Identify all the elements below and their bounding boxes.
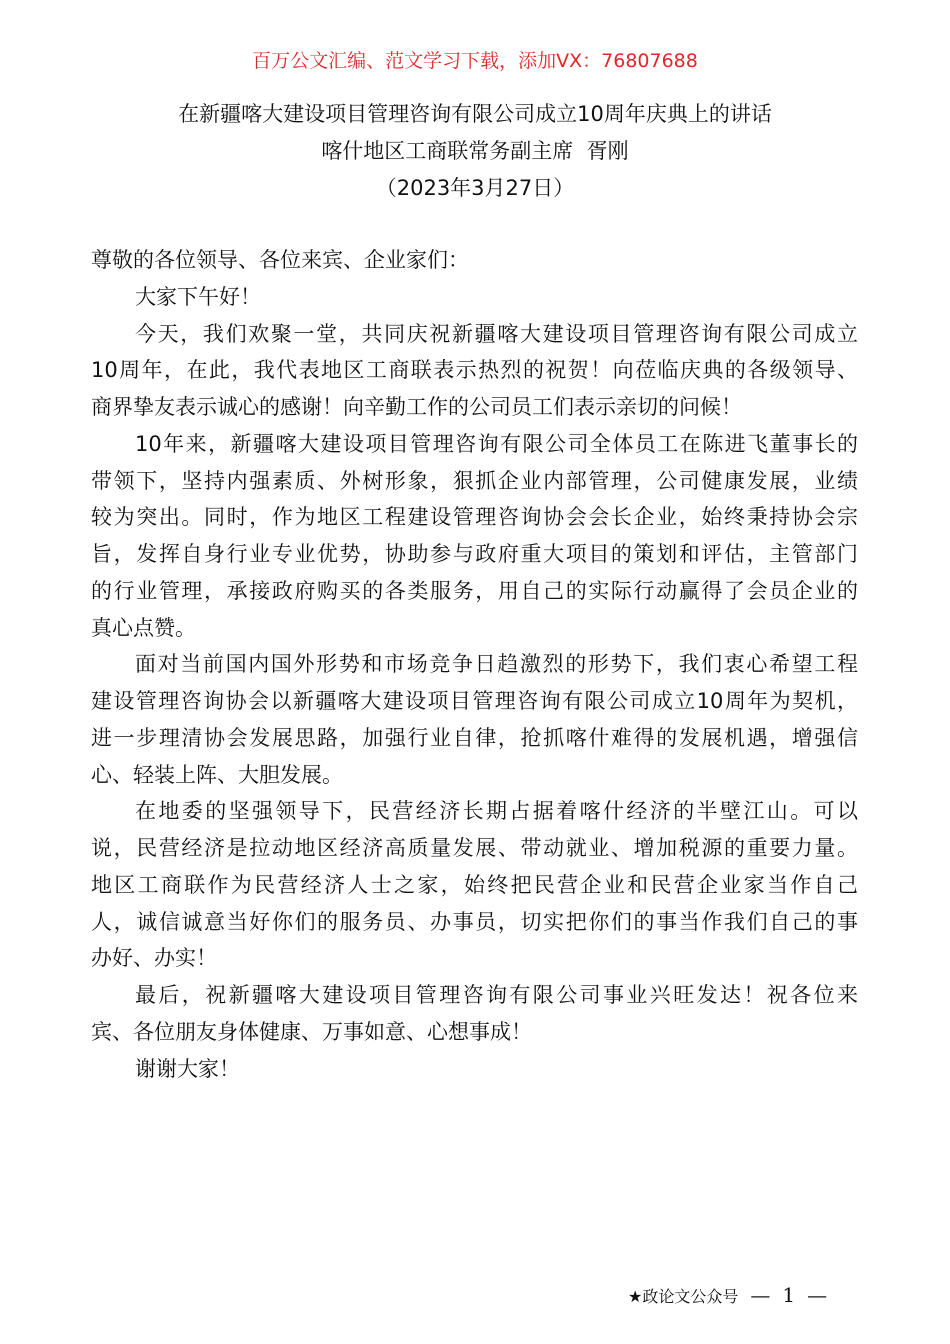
text-line: 今天，我们欢聚一堂，共同庆祝新疆喀大建设项目管理咨询有限公司成立 — [135, 321, 858, 346]
page-dash-left: — — [750, 1283, 771, 1307]
text-line: 在地委的坚强领导下，民营经济长期占据着喀什经济的半壁江山。可以 — [135, 799, 858, 824]
document-title: 在新疆喀大建设项目管理咨询有限公司成立10周年庆典上的讲话 — [178, 102, 772, 126]
page-number: 1 — [782, 1283, 796, 1307]
footer-source: ★政论文公众号 — [628, 1286, 739, 1306]
speech-date: （2023年3月27日） — [375, 176, 575, 200]
text-line: 心、轻装上阵、大胆发展。 — [91, 762, 343, 787]
page-dash-right: — — [807, 1283, 828, 1307]
text-line: 宾、各位朋友身体健康、万事如意、心想事成！ — [91, 1019, 532, 1044]
text-line: 办好、办实！ — [91, 946, 217, 971]
watermark-banner: 百万公文汇编、范文学习下载，添加VX：76807688 — [252, 50, 698, 72]
text-line: 建设管理咨询协会以新疆喀大建设项目管理咨询有限公司成立10周年为契机， — [91, 689, 858, 713]
text-line: 大家下午好！ — [135, 284, 261, 309]
speaker-line: 喀什地区工商联常务副主席 胥刚 — [321, 139, 629, 163]
text-line: 带领下，坚持内强素质、外树形象，狠抓企业内部管理，公司健康发展，业绩 — [91, 468, 858, 493]
page-footer — [628, 1283, 827, 1307]
text-line: 旨，发挥自身行业专业优势，协助参与政府重大项目的策划和评估，主管部门 — [91, 542, 858, 566]
text-line: 10年来，新疆喀大建设项目管理咨询有限公司全体员工在陈进飞董事长的 — [135, 431, 858, 456]
text-line: 商界挚友表示诚心的感谢！向辛勤工作的公司员工们表示亲切的问候！ — [91, 395, 742, 419]
text-line: 人，诚信诚意当好你们的服务员、办事员，切实把你们的事当作我们自己的事 — [91, 909, 858, 934]
text-line: 尊敬的各位领导、各位来宾、企业家们： — [91, 248, 469, 272]
text-line: 谢谢大家！ — [135, 1056, 240, 1081]
text-line: 的行业管理，承接政府购买的各类服务，用自己的实际行动赢得了会员企业的 — [91, 578, 858, 603]
text-line: 最后，祝新疆喀大建设项目管理咨询有限公司事业兴旺发达！祝各位来 — [135, 983, 858, 1007]
text-line: 较为突出。同时，作为地区工程建设管理咨询协会会长企业，始终秉持协会宗 — [91, 505, 858, 530]
text-line: 真心点赞。 — [91, 615, 196, 640]
text-line: 10周年，在此，我代表地区工商联表示热烈的祝贺！向莅临庆典的各级领导、 — [91, 358, 858, 383]
speech-body — [91, 242, 858, 1087]
text-line: 说，民营经济是拉动地区经济高质量发展、带动就业、增加税源的重要力量。 — [91, 836, 858, 860]
text-line: 面对当前国内国外形势和市场竞争日趋激烈的形势下，我们衷心希望工程 — [135, 652, 858, 677]
text-line: 地区工商联作为民营经济人士之家，始终把民营企业和民营企业家当作自己 — [91, 872, 858, 897]
text-line: 进一步理清协会发展思路，加强行业自律，抢抓喀什难得的发展机遇，增强信 — [91, 725, 858, 750]
